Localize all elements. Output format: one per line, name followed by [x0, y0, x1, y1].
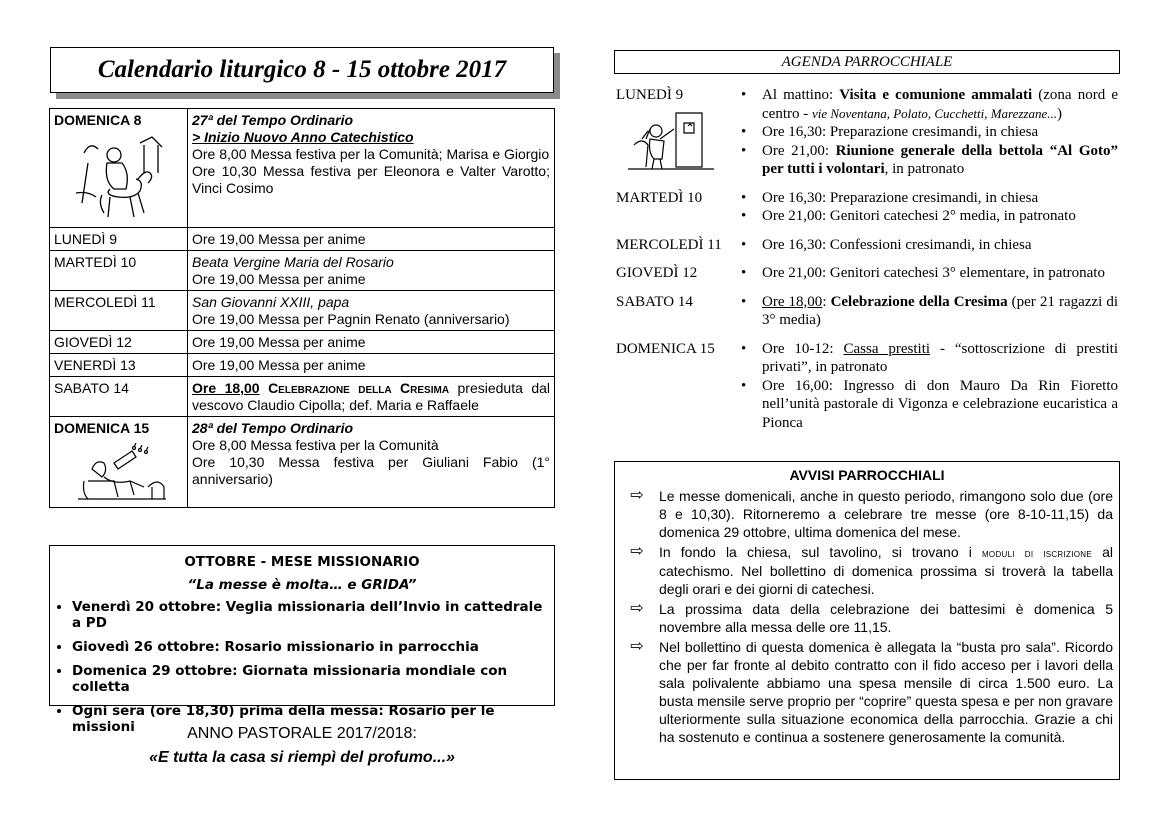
list-item: • Ore 21,00: Genitori catechesi 2° media, in patronato: [734, 207, 1118, 226]
arrow-right-icon: ⇨: [630, 487, 644, 504]
mass-line: Ore 8,00 Messa festiva per la Comunità; Marisa e Giorgio: [192, 146, 550, 162]
list-item: • Domenica 29 ottobre: Giornata missionaria mondiale con colletta: [72, 663, 554, 695]
day-description: [188, 291, 555, 331]
notice-text: La prossima data della celebrazione dei battesimi è domenica 5 novembre alla messa delle ore 11,15.: [659, 601, 1113, 635]
day-cell: [50, 109, 188, 228]
day-label: MERCOLEDÌ 11: [50, 291, 188, 331]
notice-item: [615, 600, 1119, 636]
poster-illustration: [626, 109, 716, 171]
agenda-row: [616, 189, 1118, 226]
feast-name: San Giovanni XXIII, papa: [192, 294, 350, 310]
day-label: MARTEDÌ 10: [50, 251, 188, 291]
list-item: • Ore 18,00: Celebrazione della Cresima (per 21 ragazzi di 3° media): [734, 293, 1118, 330]
mass-line: Ore 10,30 Messa festiva per Eleonora e Valter Varotto; Vinci Cosimo: [192, 163, 550, 196]
table-row: [50, 109, 555, 228]
day-description: [188, 377, 555, 417]
arrow-right-icon: ⇨: [630, 600, 644, 617]
agenda-title: AGENDA PARROCCHIALE: [614, 50, 1120, 74]
notice-item: [615, 638, 1119, 746]
mass-line: Ore 19,00 Messa per Pagnin Renato (anniversario): [192, 311, 510, 327]
liturgical-calendar-table: [49, 108, 555, 508]
agenda-items: [734, 340, 1118, 433]
arrow-right-icon: ⇨: [630, 543, 644, 560]
day-description: [188, 109, 555, 228]
agenda-day-label: GIOVEDÌ 12: [616, 265, 698, 281]
list-item: • Al mattino: Visita e comunione ammalati (zona nord e centro - vie Noventana, Polato, Cucchetti, Marezzane...): [734, 86, 1118, 123]
day-label: LUNEDÌ 9: [50, 228, 188, 251]
agenda-day-label: DOMENICA 15: [616, 340, 715, 357]
day-label: GIOVEDÌ 12: [50, 331, 188, 354]
liturgical-sunday: 28ª del Tempo Ordinario: [192, 420, 354, 436]
mass-line: Ore 19,00 Messa per anime: [188, 331, 555, 354]
agenda-items: [734, 236, 1118, 255]
agenda-items: [734, 264, 1118, 283]
agenda-day-label: LUNEDÌ 9: [616, 87, 684, 103]
notice-item: [615, 543, 1119, 598]
pastoral-year-motto: «E tutta la casa si riempì del profumo...»: [149, 749, 455, 766]
feast-name: Beata Vergine Maria del Rosario: [192, 254, 394, 270]
missionary-subtitle: “La messe è molta… e GRIDA”: [187, 577, 417, 593]
list-item: • Ore 16,30: Preparazione cresimandi, in chiesa: [734, 189, 1118, 208]
day-cell: [50, 417, 188, 508]
notices-title: AVVISI PARROCCHIALI: [789, 467, 945, 483]
table-row: [50, 354, 555, 377]
pastoral-year: [49, 722, 555, 770]
list-item: • Giovedì 26 ottobre: Rosario missionario in parrocchia: [72, 639, 554, 655]
agenda-row: [616, 340, 1118, 433]
parish-notices-box: [614, 461, 1120, 780]
agenda-items: [734, 86, 1118, 179]
table-row: [50, 291, 555, 331]
agenda-day-label: SABATO 14: [616, 293, 693, 310]
agenda-row: [616, 86, 1118, 179]
notice-text: Le messe domenicali, anche in questo periodo, rimangono solo due (ore 8 e 10,30). Ritorneremo a celebrare tre messe (ore 8-10-11,15) da domenica 29 ottobre, ultima domenica del mese.: [659, 488, 1113, 540]
list-item: • Ogni sera (ore 18,30) prima della messa: Rosario per le missioni: [72, 703, 554, 735]
table-row: [50, 228, 555, 251]
mass-line: Ore 19,00 Messa per anime: [188, 354, 555, 377]
list-item: • Ore 16,00: Ingresso di don Mauro Da Rin Fioretto nell’unità pastorale di Vigonza e celebrazione eucaristica a Pionca: [734, 377, 1118, 433]
agenda-row: [616, 264, 1118, 283]
list-item: • Ore 16,30: Confessioni cresimandi, in chiesa: [734, 236, 1118, 255]
list-item: • Venerdì 20 ottobre: Veglia missionaria dell’Invio in cattedrale a PD: [72, 599, 554, 631]
catechism-start: > Inizio Nuovo Anno Catechistico: [192, 129, 414, 145]
event-time: Ore 18,00: [192, 380, 260, 396]
calendar-title: Calendario liturgico 8 - 15 ottobre 2017: [50, 47, 554, 93]
agenda-day-label: MERCOLEDÌ 11: [616, 236, 722, 253]
agenda-day-label: MARTEDÌ 10: [616, 189, 703, 206]
table-row: [50, 417, 555, 508]
day-label: VENERDÌ 13: [50, 354, 188, 377]
mass-line: Ore 19,00 Messa per anime: [192, 271, 366, 287]
list-item: • Ore 21,00: Genitori catechesi 3° elementare, in patronato: [734, 264, 1118, 283]
notice-text: Nel bollettino di questa domenica è allegata la “busta pro sala”. Ricordo che per far fronte al debito contratto con il fido acceso per i lavori della sala polivalente abbiamo una spesa mensile di circa 1.500 euro. La busta mensile serve proprio per “coprire” questa spesa e per non gravare ulteriormente sulla situazione economica della parrocchia. Grazie a chi ha sostenuto e continua a sostenere generosamente la comunità.: [659, 639, 1113, 745]
agenda-day: [616, 86, 734, 179]
day-label: DOMENICA 15: [54, 420, 150, 436]
table-row: [50, 251, 555, 291]
pastoral-year-label: ANNO PASTORALE 2017/2018:: [187, 725, 417, 742]
mass-line: Ore 10,30 Messa festiva per Giuliani Fabio (1° anniversario): [192, 454, 550, 487]
parish-agenda: [616, 86, 1118, 442]
liturgical-sunday: 27ª del Tempo Ordinario: [192, 112, 354, 128]
palm-sunday-illustration: [74, 133, 166, 225]
missionary-title: OTTOBRE - MESE MISSIONARIO: [184, 554, 420, 570]
notice-item: [615, 487, 1119, 541]
missionary-list: [50, 599, 554, 735]
day-description: [188, 251, 555, 291]
agenda-row: [616, 236, 1118, 255]
table-row: [50, 331, 555, 354]
list-item: • Ore 21,00: Riunione generale della bettola “Al Goto” per tutti i volontari, in patronato: [734, 142, 1118, 179]
music-reading-illustration: [74, 441, 170, 505]
arrow-right-icon: ⇨: [630, 638, 644, 655]
notice-text: In fondo la chiesa, sul tavolino, si trovano i moduli di iscrizione al catechismo. Nel bollettino di domenica prossima si troverà la tabella degli orari e dei giorni di catechesi.: [659, 544, 1113, 597]
list-item: • Ore 16,30: Preparazione cresimandi, in chiesa: [734, 123, 1118, 142]
event-name: Celebrazione della Cresima: [268, 380, 450, 396]
mass-line: Ore 8,00 Messa festiva per la Comunità: [192, 437, 439, 453]
mass-line: Ore 19,00 Messa per anime: [188, 228, 555, 251]
agenda-items: [734, 189, 1118, 226]
day-label: DOMENICA 8: [54, 112, 142, 128]
agenda-row: [616, 293, 1118, 330]
event-detail: presieduta dal vescovo Claudio Cipolla; def. Maria e Raffaele: [192, 380, 551, 413]
agenda-items: [734, 293, 1118, 330]
list-item: • Ore 10-12: Cassa prestiti - “sottoscrizione di prestiti privati”, in patronato: [734, 340, 1118, 377]
day-description: [188, 417, 555, 508]
table-row: [50, 377, 555, 417]
day-label: SABATO 14: [50, 377, 188, 417]
